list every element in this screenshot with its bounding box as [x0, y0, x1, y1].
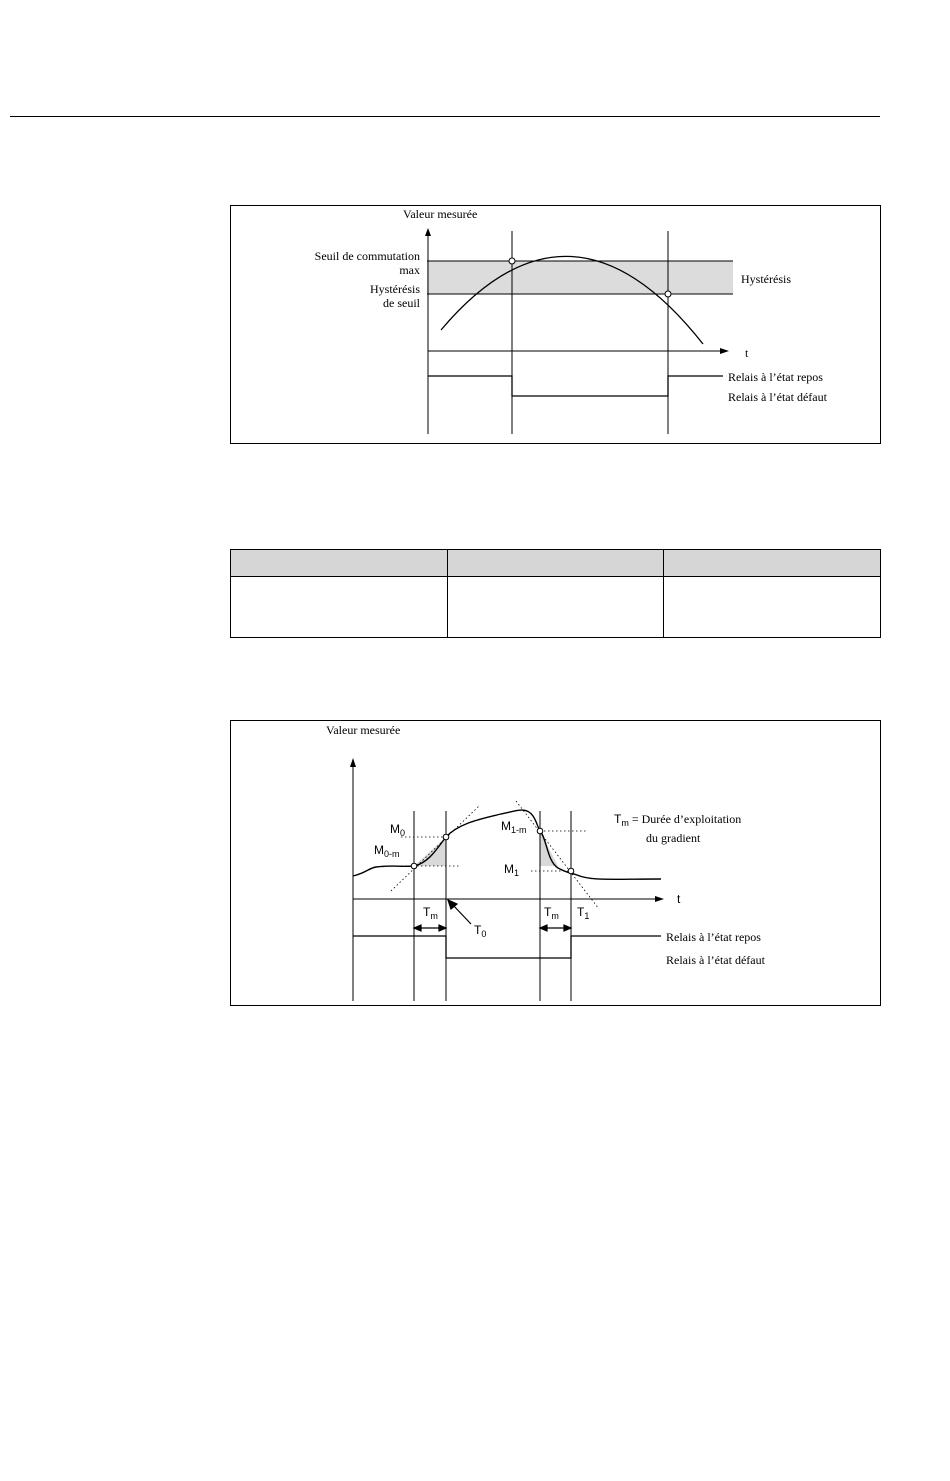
m0-label: $M_0$ [390, 822, 406, 838]
table-cell [664, 577, 881, 638]
t0-pointer [448, 900, 471, 924]
header-rule [10, 116, 880, 117]
time-axis-arrow [720, 348, 729, 354]
table-cell [231, 577, 448, 638]
t1-label: $T_1$ [577, 905, 590, 921]
table-header-row [231, 550, 881, 577]
tm-arrow-left [414, 925, 446, 931]
time-label: t [677, 892, 681, 906]
threshold-diagram-svg [231, 206, 882, 445]
point-m0 [443, 834, 449, 840]
threshold-label: Seuil de commutation [314, 249, 420, 263]
m1-label: $M_1$ [504, 862, 520, 878]
switch-point-on [509, 258, 515, 264]
relay-rest-label: Relais à l’état repos [728, 370, 823, 384]
relay-fault-label: Relais à l’état défaut [728, 390, 827, 404]
y-axis-label: Valeur mesurée [326, 723, 401, 737]
tm-left-label: $T_m$ [423, 905, 438, 921]
relay-signal [428, 376, 723, 396]
point-m0m [411, 863, 417, 869]
m1m-label: $M_{1-m}$ [501, 819, 527, 835]
point-m1m [537, 828, 543, 834]
rise-gradient-shade [414, 837, 446, 866]
threshold-hysteresis-label-2: de seuil [383, 296, 420, 310]
tm-legend: $T_m$ = Durée d’exploitation [614, 812, 742, 828]
dotted-guides [391, 801, 599, 909]
tm-arrow-right [540, 925, 571, 931]
y-axis-arrow [425, 228, 431, 236]
relay-rest-label: Relais à l’état repos [666, 930, 761, 944]
tm-legend-line2: du gradient [646, 831, 701, 845]
point-m1 [568, 868, 574, 874]
table-header-cell [231, 550, 448, 577]
gradient-diagram-svg [231, 721, 882, 1007]
m0m-label: $M_{0-m}$ [374, 843, 400, 859]
table-row [231, 577, 881, 638]
band-label: Hystérésis [741, 272, 791, 286]
time-axis-arrow [655, 896, 664, 902]
t0-label: $T_0$ [474, 923, 487, 939]
table-header-cell [447, 550, 664, 577]
relay-fault-label: Relais à l’état défaut [666, 953, 765, 967]
tm-right-label: $T_m$ [544, 905, 559, 921]
y-axis-arrow [350, 758, 356, 767]
y-axis-label: Valeur mesurée [403, 207, 478, 221]
threshold-label-max: max [399, 263, 420, 277]
gradient-diagram [230, 720, 881, 1006]
switch-point-off [665, 291, 671, 297]
threshold-hysteresis-label: Hystérésis [370, 282, 420, 296]
table-cell [447, 577, 664, 638]
settings-table [230, 549, 881, 638]
time-label: t [745, 346, 749, 360]
relay-signal [353, 936, 661, 958]
hysteresis-band [427, 261, 733, 294]
table-header-cell [664, 550, 881, 577]
threshold-hysteresis-diagram [230, 205, 881, 444]
